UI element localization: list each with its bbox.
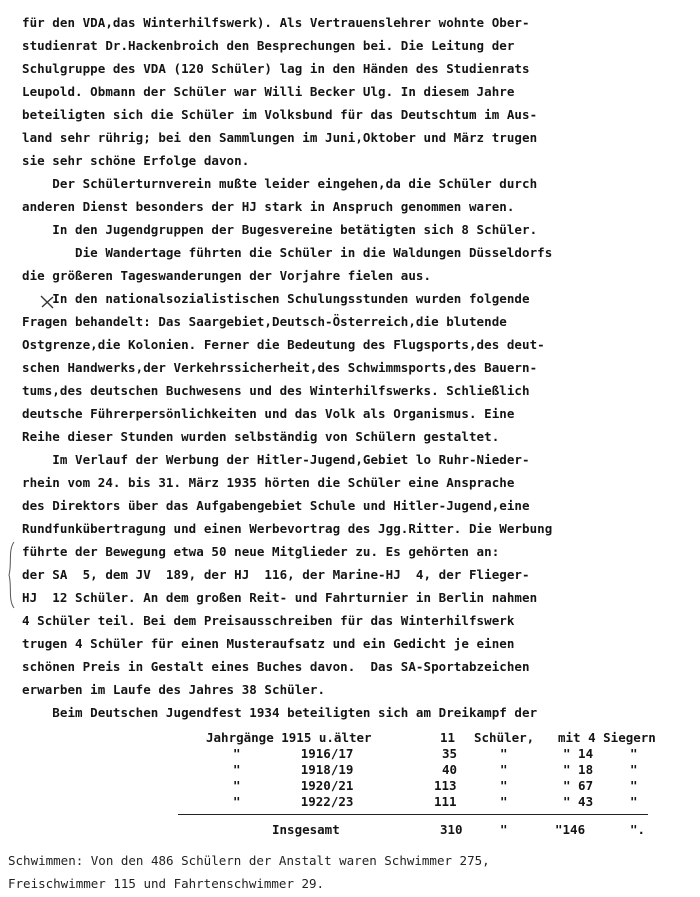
- table-winners-cell: " 67: [563, 778, 594, 793]
- table-year-cell: " 1916/17: [233, 746, 354, 761]
- table-year-cell: Jahrgänge 1915 u.älter: [206, 730, 372, 745]
- table-total-row: [0, 822, 700, 838]
- text-line: rhein vom 24. bis 31. März 1935 hörten die Schüler eine Ansprache: [22, 475, 515, 490]
- text-line: anderen Dienst besonders der HJ stark in Anspruch genommen waren.: [22, 199, 515, 214]
- table-winners-cell: " 18: [563, 762, 594, 777]
- text-line: Beim Deutschen Jugendfest 1934 beteiligten sich am Dreikampf der: [22, 705, 538, 720]
- text-line: Ostgrenze,die Kolonien. Ferner die Bedeutung des Flugsports,des deut-: [22, 337, 545, 352]
- text-line: HJ 12 Schüler. An dem großen Reit- und Fahrturnier in Berlin nahmen: [22, 590, 538, 605]
- text-line: schönen Preis in Gestalt eines Buches davon. Das SA-Sportabzeichen: [22, 659, 530, 674]
- table-total-unit: ": [500, 822, 508, 837]
- text-line: Im Verlauf der Werbung der Hitler-Jugend,Gebiet lo Ruhr-Nieder-: [22, 452, 530, 467]
- text-line: Leupold. Obmann der Schüler war Willi Becker Ulg. In diesem Jahre: [22, 84, 515, 99]
- text-line: trugen 4 Schüler für einen Musteraufsatz und ein Gedicht je einen: [22, 636, 515, 651]
- table-ditto-cell: ": [630, 746, 638, 761]
- text-line: schen Handwerks,der Verkehrssicherheit,des Schwimmsports,des Bauern-: [22, 360, 538, 375]
- text-line: In den nationalsozialistischen Schulungsstunden wurden folgende: [22, 291, 530, 306]
- table-sum-rule: [178, 814, 648, 815]
- table-ditto-cell: ": [630, 778, 638, 793]
- text-line: studienrat Dr.Hackenbroich den Besprechungen bei. Die Leitung der: [22, 38, 515, 53]
- table-unit-cell: ": [500, 778, 508, 793]
- text-line: tums,des deutschen Buchwesens und des Winterhilfswerks. Schließlich: [22, 383, 530, 398]
- text-line: 4 Schüler teil. Bei dem Preisausschreiben für das Winterhilfswerk: [22, 613, 515, 628]
- table-total-winners: "146: [555, 822, 586, 837]
- text-line: der SA 5, dem JV 189, der HJ 116, der Marine-HJ 4, der Flieger-: [22, 567, 530, 582]
- table-winners-cell: " 14: [563, 746, 594, 761]
- table-year-cell: " 1920/21: [233, 778, 354, 793]
- text-line: Rundfunkübertragung und einen Werbevortrag des Jgg.Ritter. Die Werbung: [22, 521, 553, 536]
- table-unit-cell: ": [500, 794, 508, 809]
- table-unit-cell: ": [500, 762, 508, 777]
- table-count-cell: 35: [442, 746, 458, 761]
- table-count-cell: 111: [434, 794, 457, 809]
- text-line: führte der Bewegung etwa 50 neue Mitglieder zu. Es gehörten an:: [22, 544, 500, 559]
- handwritten-cross-mark: [40, 295, 54, 309]
- table-row: [0, 730, 700, 746]
- table-ditto-cell: ": [630, 762, 638, 777]
- table-total-mark: ".: [630, 822, 646, 837]
- text-line: die größeren Tageswanderungen der Vorjahre fielen aus.: [22, 268, 432, 283]
- table-total-label: Insgesamt: [272, 822, 340, 837]
- table-row: [0, 794, 700, 810]
- table-year-cell: " 1922/23: [233, 794, 354, 809]
- table-count-cell: 40: [442, 762, 458, 777]
- text-line: Die Wandertage führten die Schüler in die Waldungen Düsseldorfs: [22, 245, 553, 260]
- text-line: beteiligten sich die Schüler im Volksbund für das Deutschtum im Aus-: [22, 107, 538, 122]
- table-unit-cell: Schüler,: [474, 730, 535, 745]
- text-line: für den VDA,das Winterhilfswerk). Als Vertrauenslehrer wohnte Ober-: [22, 15, 530, 30]
- margin-bracket-mark: [6, 540, 16, 610]
- table-total-count: 310: [440, 822, 463, 837]
- table-count-cell: 113: [434, 778, 457, 793]
- footnote-line: Freischwimmer 115 und Fahrtenschwimmer 29.: [8, 876, 325, 891]
- footnote-line: Schwimmen: Von den 486 Schülern der Anstalt waren Schwimmer 275,: [8, 853, 490, 868]
- table-ditto-cell: ": [630, 794, 638, 809]
- text-line: deutsche Führerpersönlichkeiten und das Volk als Organismus. Eine: [22, 406, 515, 421]
- text-line: In den Jugendgruppen der Bugesvereine betätigten sich 8 Schüler.: [22, 222, 538, 237]
- text-line: des Direktors über das Aufgabengebiet Schule und Hitler-Jugend,eine: [22, 498, 530, 513]
- table-row: [0, 778, 700, 794]
- table-winners-cell: mit 4 Siegern: [558, 730, 656, 745]
- table-row: [0, 762, 700, 778]
- text-line: erwarben im Laufe des Jahres 38 Schüler.: [22, 682, 326, 697]
- table-winners-cell: " 43: [563, 794, 594, 809]
- text-line: land sehr rührig; bei den Sammlungen im Juni,Oktober und März trugen: [22, 130, 538, 145]
- text-line: Reihe dieser Stunden wurden selbständig von Schülern gestaltet.: [22, 429, 500, 444]
- table-row: [0, 746, 700, 762]
- text-line: Fragen behandelt: Das Saargebiet,Deutsch-Österreich,die blutende: [22, 314, 507, 329]
- table-unit-cell: ": [500, 746, 508, 761]
- table-year-cell: " 1918/19: [233, 762, 354, 777]
- table-count-cell: 11: [440, 730, 456, 745]
- text-line: sie sehr schöne Erfolge davon.: [22, 153, 250, 168]
- text-line: Schulgruppe des VDA (120 Schüler) lag in den Händen des Studienrats: [22, 61, 530, 76]
- text-line: Der Schülerturnverein mußte leider eingehen,da die Schüler durch: [22, 176, 538, 191]
